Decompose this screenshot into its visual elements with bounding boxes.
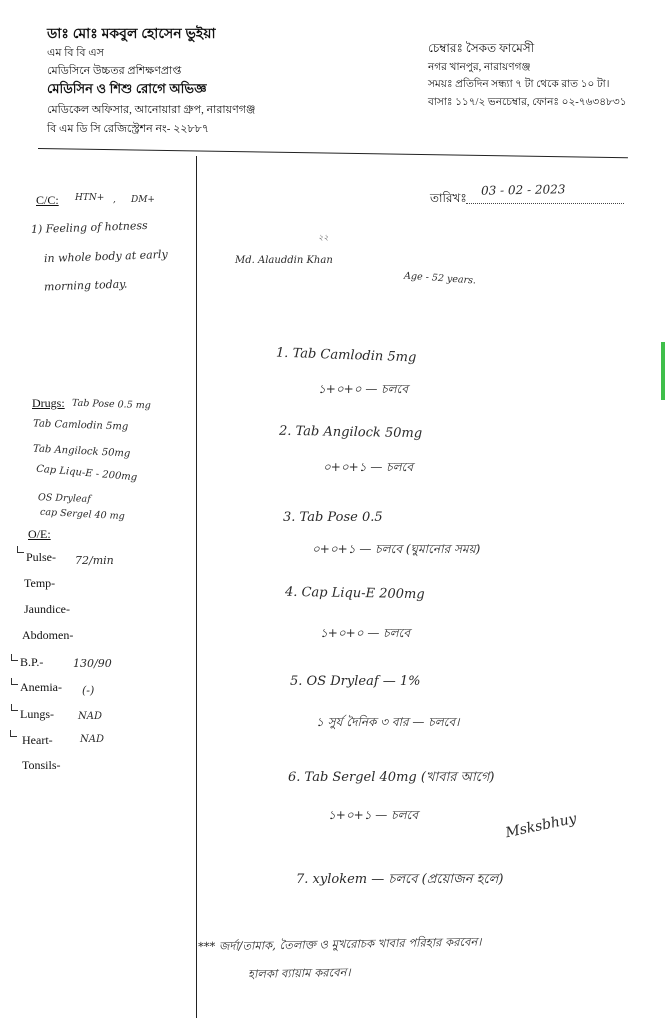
exam-value-pulse: 72/min [75,554,114,567]
advice-line-2: হালকা ব্যায়াম করবেন। [247,965,351,981]
exam-value-heart: NAD [80,734,104,745]
rx-dose: ১+০+০ — চলবে [318,382,409,396]
cc-item-dm: DM+ [131,195,155,205]
column-divider [196,156,197,1018]
drug-item: OS Dryleaf [37,492,91,505]
doctor-speciality: মেডিসিন ও শিশু রোগে অভিজ্ঞ [47,81,207,96]
exam-label-temp: Temp- [24,576,56,590]
rx-drug: 3. Tab Pose 0.5 [283,510,383,525]
doctor-training: মেডিসিনে উচ্চতর প্রশিক্ষণপ্রাপ্ত [47,65,182,77]
exam-label-abdomen: Abdomen- [22,628,74,642]
doctor-signature: Msksbhuy [504,810,578,842]
doctor-position: মেডিকেল অফিসার, আনোয়ারা গ্রুপ, নারায়ণগঞ্জ [47,104,256,116]
header-divider [38,148,628,158]
rx-dose: ০+০+১ — চলবে [323,460,414,474]
date-line [466,203,624,204]
drug-item: Tab Camlodin 5mg [32,418,129,433]
cc-line-3: morning today. [43,277,128,294]
doctor-name: ডাঃ মোঃ মকবুল হোসেন ভুইয়া [47,25,216,41]
oe-heading: O/E: [28,527,51,541]
drugs-label: Drugs: [32,396,65,410]
cc-line-1: 1) Feeling of hotness [30,218,148,237]
exam-label-jaundice: Jaundice- [24,602,70,616]
patient-age: Age - 52 years. [403,270,477,287]
check-mark [10,730,17,737]
rx-drug: 4. Cap Liqu-E 200mg [284,584,425,603]
check-mark [17,546,24,553]
exam-label-tonsils: Tonsils- [22,758,61,772]
cc-separator: , [113,195,116,205]
chamber-time: সময়ঃ প্রতিদিন সন্ধ্যা ৭ টা থেকে রাত ১০ টা। [428,79,610,90]
exam-value-bp: 130/90 [73,657,112,670]
rx-dose: ১+০+০ — চলবে [320,626,411,640]
drug-item: Cap Liqu-E - 200mg [35,463,138,484]
rx-drug: 6. Tab Sergel 40mg (খাবার আগে) [288,770,495,785]
drug-item: cap Sergel 40 mg [39,506,125,523]
chamber-address: বাসাঃ ১১৭/২ ভনচেম্বার, ফোনঃ ০২-৭৬৩৪৮৩১ [428,97,627,108]
chamber-location: নগর খানপুর, নারায়ণগঞ্জ [428,62,531,73]
date-label: তারিখঃ [430,191,467,205]
rx-drug: 2. Tab Angilock 50mg [278,423,423,442]
exam-label-bp: B.P.- [20,655,44,669]
cc-heading: C/C: [36,193,59,207]
rx-dose: ০+০+১ — চলবে (ঘুমানোর সময়) [312,542,481,556]
scan-edge-mark [661,342,665,400]
cc-item-htn: HTN+ [75,193,105,203]
date-value: 03 - 02 - 2023 [480,182,566,198]
check-mark [11,678,18,685]
rx-drug: 7. xylokem — চলবে (প্রয়োজন হলে) [296,872,504,887]
exam-label-lungs: Lungs- [20,707,54,721]
exam-value-anemia: (-) [82,684,95,697]
doctor-bmdc: বি এম ডি সি রেজিস্ট্রেশন নং- ২২৮৮৭ [47,123,209,135]
doctor-degree: এম বি বি এস [47,47,104,59]
advice-line-1: *** জর্দা/তামাক, তৈলাক্ত ও মুখরোচক খাবার পরিহার করবেন। [197,934,482,954]
rx-drug: 1. Tab Camlodin 5mg [275,345,417,366]
check-mark [11,704,18,711]
exam-value-lungs: NAD [78,711,102,722]
rx-drug: 5. OS Dryleaf — 1% [290,674,421,689]
exam-label-heart: Heart- [22,733,53,747]
check-mark [11,654,18,661]
drug-item: Tab Pose 0.5 mg [71,397,151,412]
drug-item: Tab Angilock 50mg [32,443,131,460]
exam-label-pulse: Pulse- [26,550,56,564]
patient-mark: ২২ [318,233,329,242]
rx-dose: ১+০+১ — চলবে [328,808,419,822]
cc-line-2: in whole body at early [43,247,168,266]
chamber-name: চেম্বারঃ সৈকত ফামেসী [428,41,535,55]
rx-dose: ১ সুর্য দৈনিক ৩ বার — চলবে। [316,715,460,729]
exam-label-anemia: Anemia- [20,680,62,694]
patient-name: Md. Alauddin Khan [235,255,333,266]
